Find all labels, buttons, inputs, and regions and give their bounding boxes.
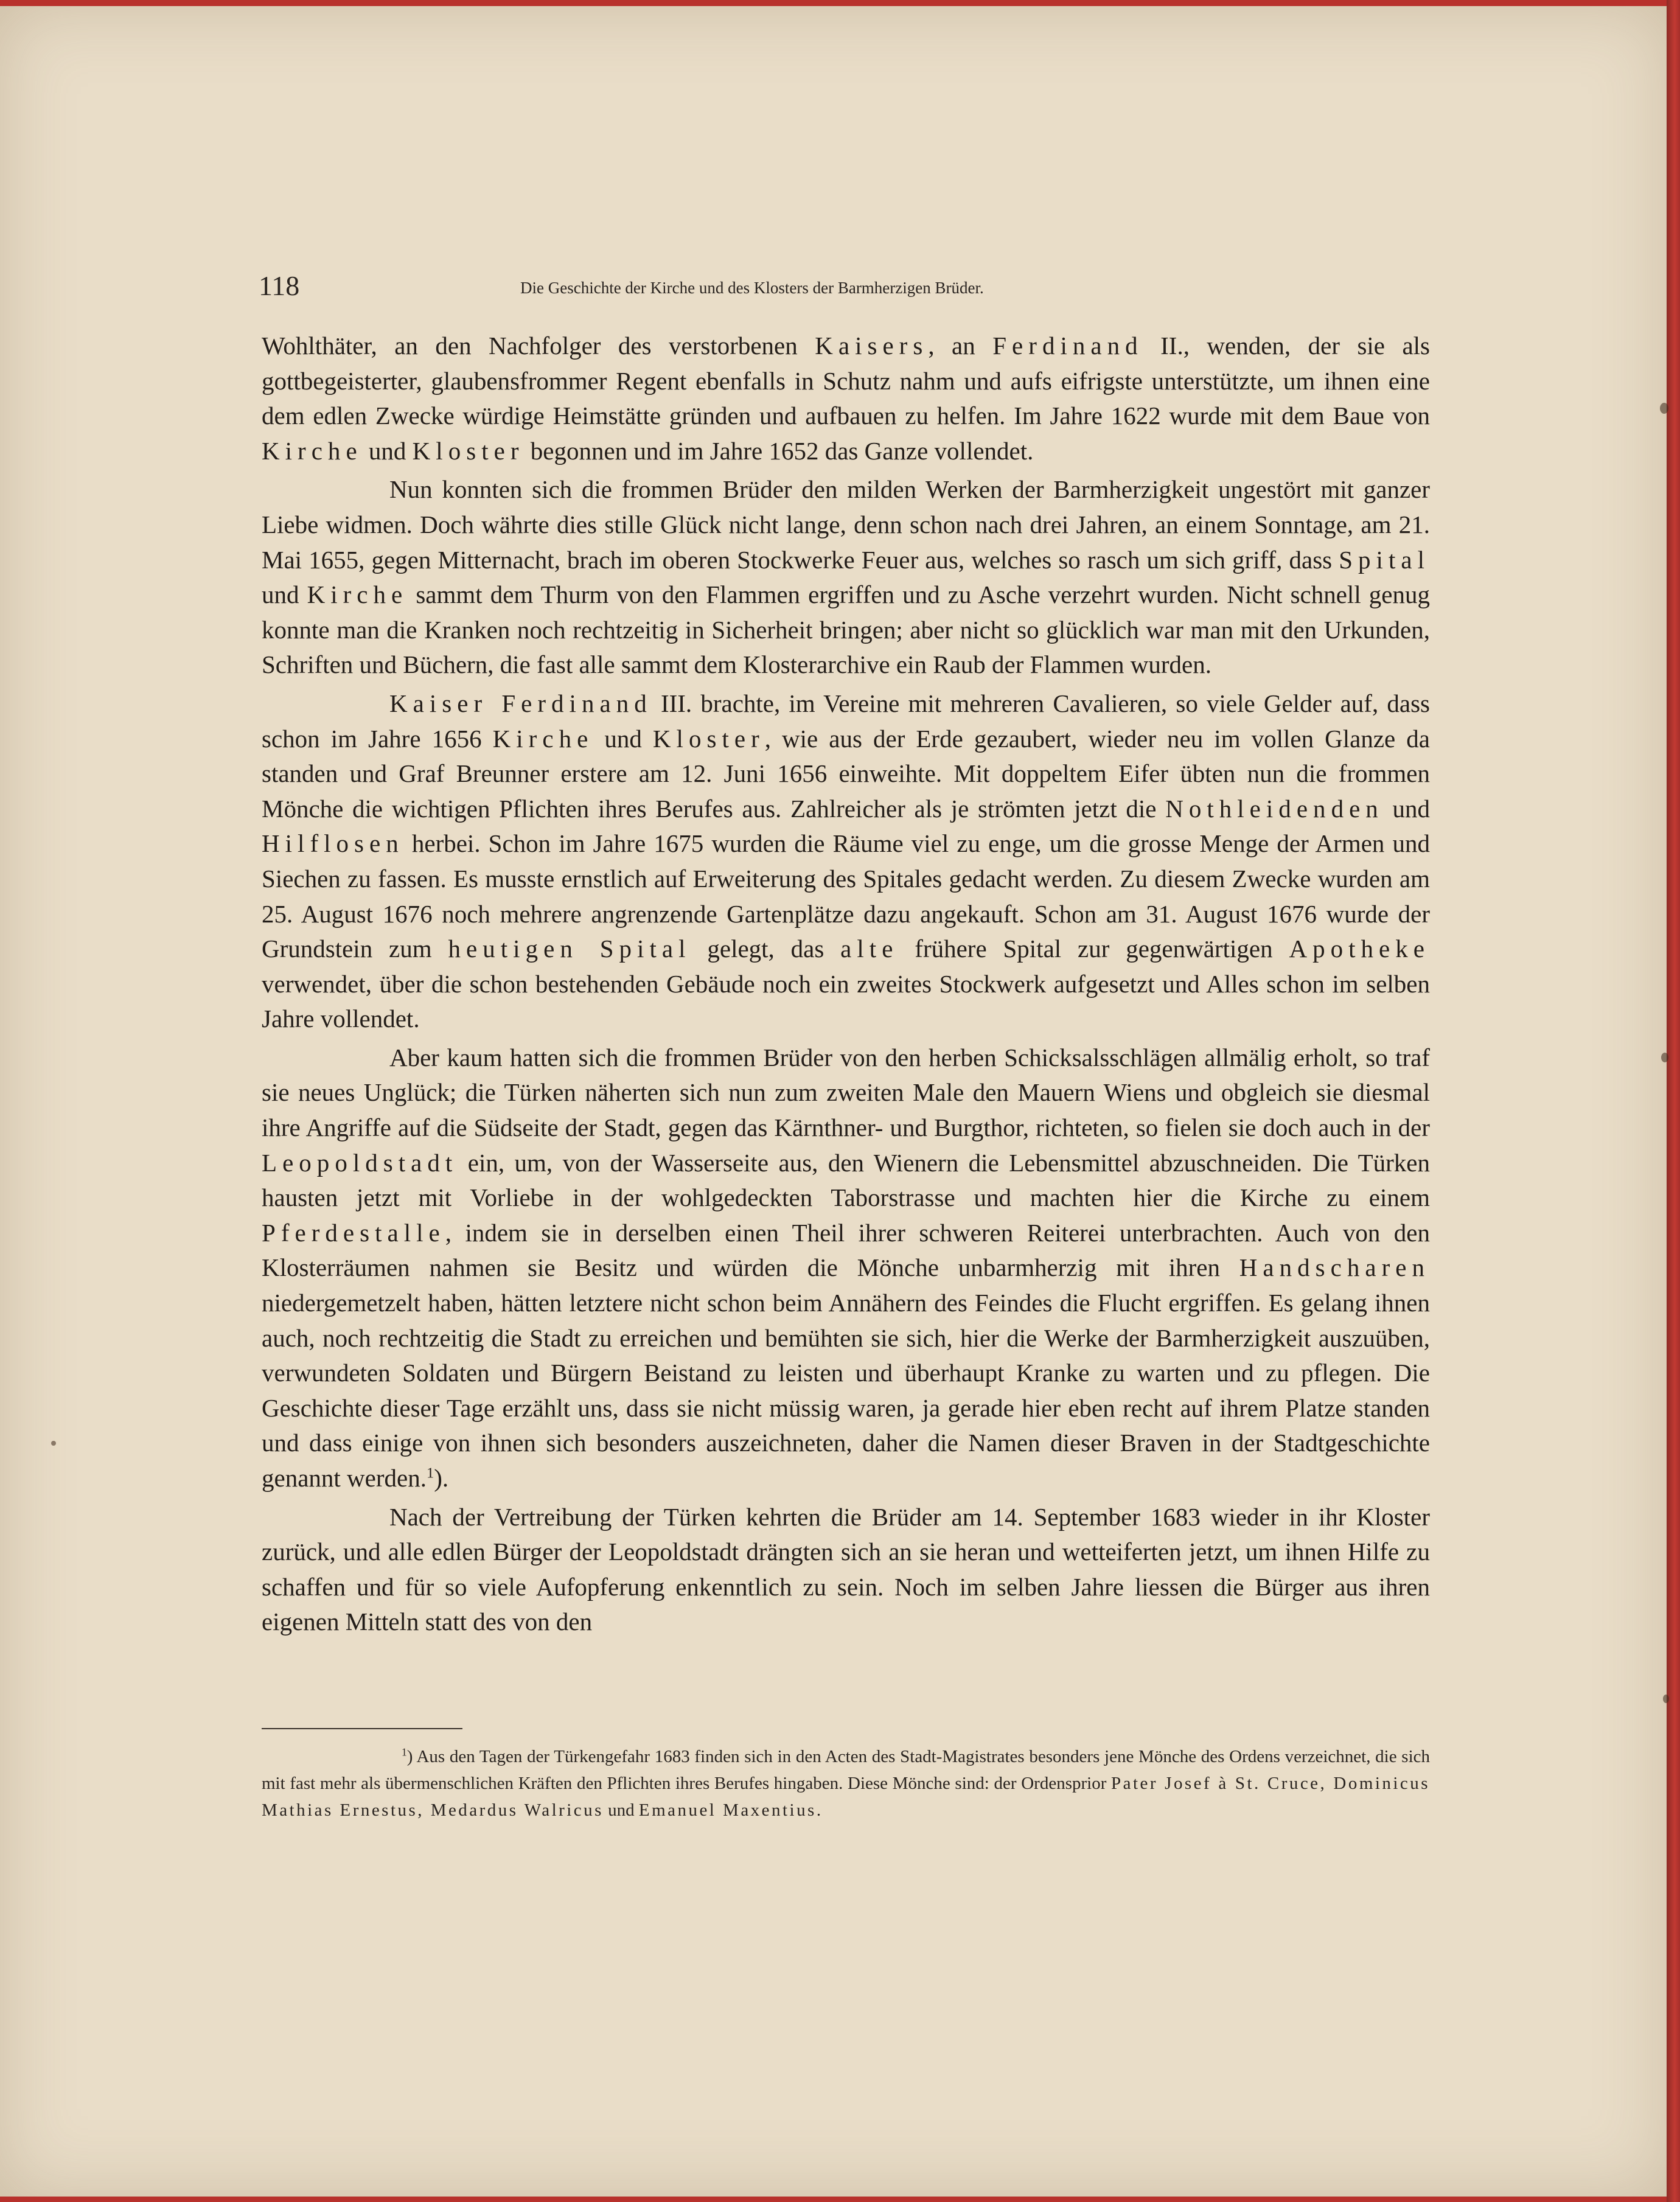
text-run: , indem sie in derselben einen Theil ihrer schweren Reiterei unterbrachten. Auch von den Klosterräumen nahmen sie Besitz und würden die Mönche unbarmherzig mit ihren [262, 1218, 1430, 1282]
spaced-text-run: Kloster [412, 436, 525, 465]
text-run: ) Aus den Tagen der Türkengefahr 1683 finden sich in den Acten des Stadt-Magistrates besonders jene Mönche des Ordens verzeichnet, die sich mit fast mehr als übermenschlichen Kräften den Pflichten ihres Berufes hingaben. Diese Mönche sind: der Ordensprior [262, 1747, 1430, 1793]
paragraph-4 [262, 1040, 1430, 1496]
text-run: Wohlthäter, an den Nachfolger des verstorbenen [262, 332, 815, 360]
spaced-text-run: Kirche [307, 580, 408, 609]
spaced-text-run: Apotheke [1289, 935, 1430, 963]
footnote-1 [262, 1743, 1430, 1824]
text-run: sammt dem Thurm von den Flammen ergriffen und zu Asche verzehrt wurden. Nicht schnell genug konnte man die Kranken noch rechtzeitig in Sicherheit bringen; aber nicht so glücklich war man mit den Urkunden, Schriften und Büchern, die fast alle sammt dem Klosterarchive ein Raub der Flammen wurden. [262, 580, 1430, 679]
spaced-text-run: Pater Josef à St. Cruce, Dominicus Mathias Ernestus, Medardus Walricus [262, 1774, 1431, 1820]
text-run: ein, um, von der Wasserseite aus, den Wienern die Lebensmittel abzuschneiden. Die Türken hausten jetzt mit Vorliebe in der wohlgedeckten Taborstrasse und machten hier die Kirche zu einem [262, 1148, 1430, 1212]
spaced-text-run: Pferdestalle [262, 1218, 445, 1247]
spaced-text-run: Kaisers [815, 332, 929, 360]
text-run: und [593, 724, 653, 753]
spaced-text-run: Kaiser Ferdinand [389, 689, 652, 717]
paragraph-3 [262, 686, 1430, 1037]
ink-speck [51, 1441, 56, 1446]
text-run: begonnen und im Jahre 1652 das Ganze vollendet. [524, 436, 1034, 465]
spaced-text-run: Ferdinand [992, 332, 1143, 360]
text-run: ). [434, 1464, 449, 1492]
text-run: III. brachte, im Vereine mit mehreren Cavalieren, so viele Gelder auf, dass schon im Jahre 1656 [262, 689, 1430, 753]
spaced-text-run: Hilflosen [262, 829, 404, 858]
paragraph-5 [262, 1500, 1430, 1640]
footnote-marker: 1 [402, 1746, 407, 1758]
text-run: frühere Spital zur gegenwärtigen [898, 935, 1289, 963]
text-run: . [816, 1800, 821, 1820]
spaced-text-run: Emanuel Maxentius [638, 1800, 817, 1820]
text-run: und [362, 436, 413, 465]
spaced-text-run: Kirche [492, 724, 594, 753]
ink-speck [1663, 1695, 1669, 1703]
spaced-text-run: heutigen Spital [448, 935, 691, 963]
ink-speck [1661, 1053, 1668, 1062]
text-run: verwendet, über die schon bestehenden Gebäude noch ein zweites Stockwerk aufgesetzt und Alles schon im selben Jahre vollendet. [262, 969, 1430, 1033]
ink-speck [1660, 403, 1668, 414]
paragraph-1 [262, 329, 1430, 469]
spaced-text-run: Kloster [652, 724, 765, 753]
text-run: , wie aus der Erde gezaubert, wieder neu im vollen Glanze da standen und Graf Breunner erstere am 12. Juni 1656 einweihte. Mit doppeltem Eifer übten nun die frommen Mönche die wichtigen Pflichten ihres Berufes aus. Zahlreicher als je strömten jetzt die [262, 724, 1430, 823]
spaced-text-run: Handscharen [1239, 1253, 1430, 1282]
spaced-text-run: Kirche [262, 436, 363, 465]
footnote-divider [262, 1728, 462, 1729]
text-run: und [603, 1800, 639, 1820]
text-run: Nun konnten sich die frommen Brüder den milden Werken der Barmherzigkeit ungestört mit ganzer Liebe widmen. Doch währte dies stille Glück nicht lange, denn schon nach drei Jahren, an einem Sonntage, am 21. Mai 1655, gegen Mitternacht, brach im oberen Stockwerke Feuer aus, welches so rasch um sich griff, dass [262, 475, 1430, 574]
main-text [262, 329, 1430, 1640]
spaced-text-run: Nothleidenden [1165, 794, 1384, 823]
spaced-text-run: Spital [1339, 545, 1430, 574]
text-run: Aber kaum hatten sich die frommen Brüder von den herben Schicksalsschlägen allmälig erholt, so traf sie neues Unglück; die Türken näherten sich nun zum zweiten Male den Mauern Wiens und obgleich sie diesmal ihre Angriffe auf die Südseite der Stadt, gegen das Kärnthner- und Burgthor, richteten, so fielen sie doch auch in der [262, 1043, 1430, 1142]
page-header [259, 268, 1177, 304]
text-run: II., wenden, der sie als gottbegeisterter, glaubensfrommer Regent ebenfalls in Schutz nahm und aufs eifrigste unterstützte, um ihnen eine dem edlen Zwecke würdige Heimstätte gründen und aufbauen zu helfen. Im Jahre 1622 wurde mit dem Baue von [262, 332, 1430, 430]
text-run: niedergemetzelt haben, hätten letztere nicht schon beim Annähern des Feindes die Flucht ergriffen. Es gelang ihnen auch, noch rechtzeitig die Stadt zu erreichen und bemühten sie sich, hier die Werke der Barmherzigkeit auszuüben, verwundeten Soldaten und Bürgern Beistand zu leisten und überhaupt Kranke zu warten und zu pflegen. Die Geschichte dieser Tage erzählt uns, dass sie nicht müssig waren, ja gerade hier eben recht auf ihrem Platze standen und dass einige von ihnen sich besonders auszeichneten, daher die Namen dieser Braven in der Stadtgeschichte genannt werden. [262, 1289, 1430, 1492]
paragraph-2 [262, 472, 1430, 683]
page-number: 118 [259, 270, 300, 301]
text-run: herbei. Schon im Jahre 1675 wurden die Räume viel zu enge, um die grosse Menge der Armen und Siechen zu fassen. Es musste ernstlich auf Erweiterung des Spitales gedacht werden. Zu diesem Zwecke wurden am 25. August 1676 noch mehrere angrenzende Gartenplätze dazu angekauft. Schon am 31. August 1676 wurde der Grundstein zum [262, 829, 1430, 963]
text-run: und [1383, 794, 1430, 823]
text-run: , an [928, 332, 993, 360]
text-run: gelegt, das [691, 935, 841, 963]
running-title: Die Geschichte der Kirche und des Klosters der Barmherzigen Brüder. [520, 279, 984, 297]
book-cover-edge [1667, 0, 1680, 2202]
spaced-text-run: Leopoldstadt [262, 1148, 458, 1177]
spaced-text-run: alte [840, 935, 899, 963]
footnote-reference: 1 [426, 1465, 434, 1482]
footnote [262, 1743, 1430, 1824]
text-run: und [262, 580, 307, 609]
text-run: Nach der Vertreibung der Türken kehrten die Brüder am 14. September 1683 wieder in ihr Kloster zurück, und alle edlen Bürger der Leopoldstadt drängten sich an sie heran und wetteiferten jetzt, um ihnen Hilfe zu schaffen und für so viele Aufopferung enkenntlich zu sein. Noch im selben Jahre liessen die Bürger aus ihren eigenen Mitteln statt des von den [262, 1502, 1430, 1636]
